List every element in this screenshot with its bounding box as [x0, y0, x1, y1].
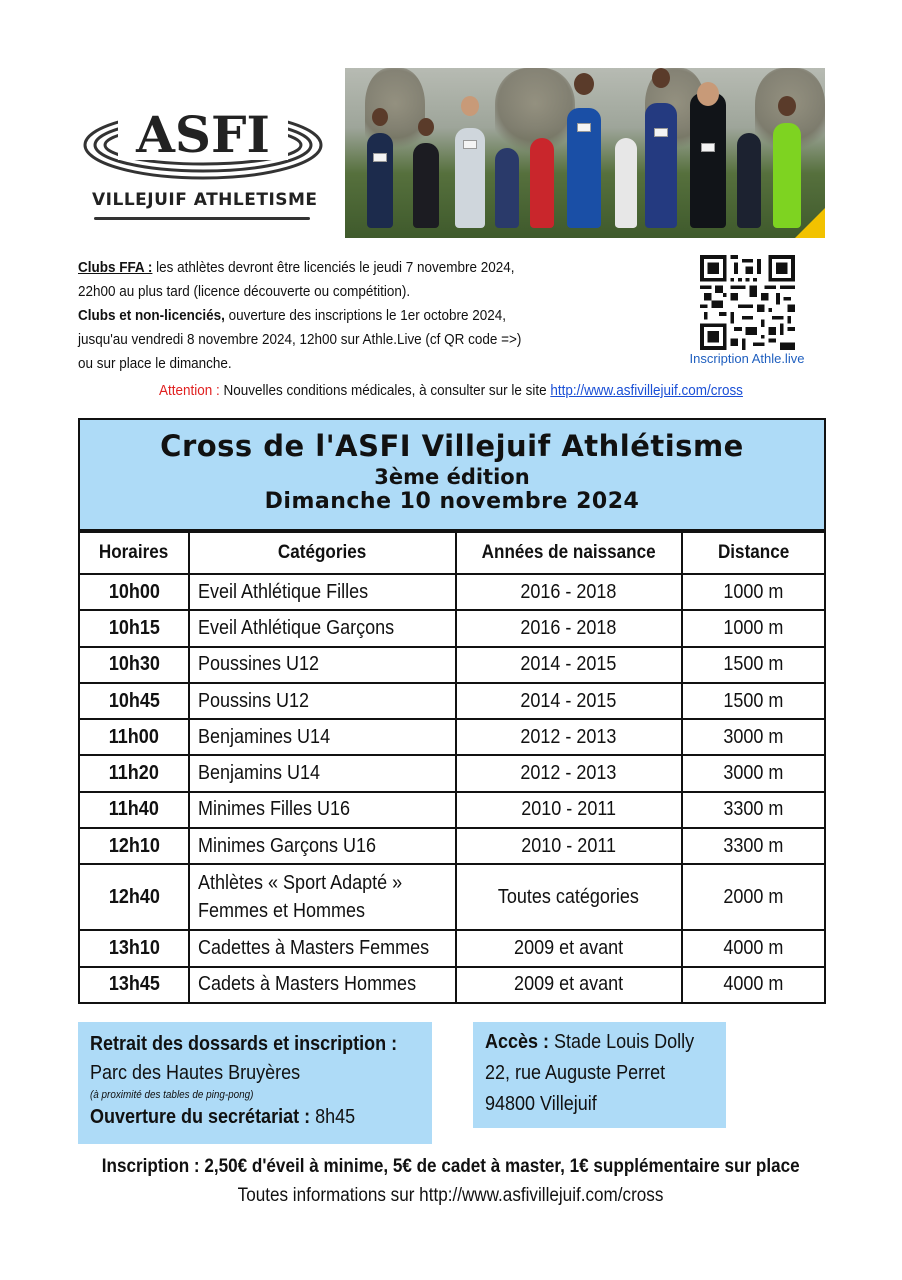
event-edition: 3ème édition [374, 465, 530, 489]
qr-code-icon[interactable] [700, 255, 795, 350]
row-years: 2014 - 2015 [456, 647, 682, 683]
row-category: Minimes Filles U16 [189, 792, 456, 828]
row-time: 12h40 [79, 864, 189, 930]
row-years: 2016 - 2018 [456, 610, 682, 646]
row-category: Benjamines U14 [189, 719, 456, 755]
retrait-note: (à proximité des tables de ping-pong) [90, 1089, 254, 1101]
non-licencies-text-3: ou sur place le dimanche. [78, 356, 232, 372]
non-licencies-text-2: jusqu'au vendredi 8 novembre 2024, 12h00 sur Athle.Live (cf QR code =>) [78, 332, 522, 348]
row-time: 11h40 [79, 792, 189, 828]
row-distance: 4000 m [682, 930, 825, 966]
retrait-box [78, 1022, 432, 1144]
logo-subtitle: VILLEJUIF ATHLETISME [92, 190, 318, 210]
row-distance: 1000 m [682, 610, 825, 646]
row-category: Minimes Garçons U16 [189, 828, 456, 864]
clubs-ffa-text-1: les athlètes devront être licenciés le jeudi 7 novembre 2024, [156, 260, 515, 276]
row-category: Poussines U12 [189, 647, 456, 683]
row-years: 2010 - 2011 [456, 828, 682, 864]
header-horaires: Horaires [79, 532, 189, 574]
event-title-box [78, 418, 826, 531]
retrait-place: Parc des Hautes Bruyères [90, 1062, 301, 1084]
table-row [79, 719, 825, 755]
row-category-line-2: Femmes et Hommes [198, 900, 366, 923]
row-distance: 3000 m [682, 719, 825, 755]
fee-line [0, 1156, 902, 1178]
attention-notice [32, 383, 871, 399]
clubs-ffa-text-2: 22h00 au plus tard (licence découverte ou compétition). [78, 284, 411, 300]
more-info-text: Toutes informations sur http://www.asfivillejuif.com/cross [238, 1185, 664, 1206]
non-licencies-text-1: ouverture des inscriptions le 1er octobre 2024, [228, 308, 506, 324]
track-logo-icon [78, 90, 328, 190]
row-time: 10h30 [79, 647, 189, 683]
row-distance: 4000 m [682, 967, 825, 1003]
row-category [189, 864, 456, 930]
non-licencies-label: Clubs et non-licenciés, [78, 308, 225, 324]
table-header-row [79, 532, 825, 574]
row-years: 2010 - 2011 [456, 792, 682, 828]
table-row [79, 610, 825, 646]
row-distance: 1000 m [682, 574, 825, 610]
table-row [79, 683, 825, 719]
row-category-line-1: Athlètes « Sport Adapté » [198, 872, 403, 895]
table-row [79, 792, 825, 828]
acces-label: Accès : [485, 1031, 550, 1053]
acces-city: 94800 Villejuif [485, 1093, 597, 1115]
row-years: 2012 - 2013 [456, 719, 682, 755]
row-category: Poussins U12 [189, 683, 456, 719]
row-time: 10h15 [79, 610, 189, 646]
logo-text: ASFI [136, 105, 270, 164]
row-distance: 2000 m [682, 864, 825, 930]
row-years: 2016 - 2018 [456, 574, 682, 610]
event-title: Cross de l'ASFI Villejuif Athlétisme [160, 429, 744, 463]
event-date: Dimanche 10 novembre 2024 [264, 489, 640, 514]
row-category: Eveil Athlétique Garçons [189, 610, 456, 646]
table-row [79, 755, 825, 791]
table-row [79, 967, 825, 1003]
header-distance: Distance [682, 532, 825, 574]
runners-photo [345, 68, 825, 238]
row-years: 2012 - 2013 [456, 755, 682, 791]
acces-street: 22, rue Auguste Perret [485, 1062, 666, 1084]
acces-venue: Stade Louis Dolly [554, 1031, 695, 1053]
row-distance: 3300 m [682, 828, 825, 864]
opening-time: 8h45 [315, 1106, 356, 1128]
row-time: 13h10 [79, 930, 189, 966]
table-row [79, 647, 825, 683]
row-category: Cadettes à Masters Femmes [189, 930, 456, 966]
opening-line [90, 1102, 398, 1132]
row-years: Toutes catégories [456, 864, 682, 930]
table-row [79, 574, 825, 610]
retrait-title: Retrait des dossards et inscription : [90, 1033, 398, 1055]
qr-caption: Inscription Athle.live [689, 351, 805, 366]
row-years: 2014 - 2015 [456, 683, 682, 719]
row-category: Cadets à Masters Hommes [189, 967, 456, 1003]
header-annees: Années de naissance [456, 532, 682, 574]
acces-line-1 [485, 1027, 702, 1058]
attention-label: Attention : [159, 383, 220, 399]
fee-text: Inscription : 2,50€ d'éveil à minime, 5€ de cadet à master, 1€ supplémentaire sur place [102, 1156, 800, 1177]
row-distance: 1500 m [682, 683, 825, 719]
row-years: 2009 et avant [456, 967, 682, 1003]
row-distance: 1500 m [682, 647, 825, 683]
registration-info [78, 256, 552, 376]
table-row [79, 864, 825, 930]
header-categories: Catégories [189, 532, 456, 574]
row-distance: 3000 m [682, 755, 825, 791]
row-time: 12h10 [79, 828, 189, 864]
row-time: 10h45 [79, 683, 189, 719]
row-distance: 3300 m [682, 792, 825, 828]
opening-label: Ouverture du secrétariat : [90, 1106, 311, 1128]
table-row [79, 828, 825, 864]
row-time: 11h00 [79, 719, 189, 755]
row-time: 13h45 [79, 967, 189, 1003]
row-category: Eveil Athlétique Filles [189, 574, 456, 610]
more-info-line [0, 1185, 902, 1207]
table-row [79, 930, 825, 966]
attention-text: Nouvelles conditions médicales, à consulter sur le site [223, 383, 547, 399]
attention-link[interactable]: http://www.asfivillejuif.com/cross [550, 383, 743, 399]
row-time: 11h20 [79, 755, 189, 791]
row-category: Benjamins U14 [189, 755, 456, 791]
row-time: 10h00 [79, 574, 189, 610]
logo-underline [94, 217, 310, 220]
clubs-ffa-label: Clubs FFA : [78, 260, 153, 276]
schedule-table [78, 531, 826, 1004]
row-years: 2009 et avant [456, 930, 682, 966]
acces-box [473, 1022, 726, 1128]
